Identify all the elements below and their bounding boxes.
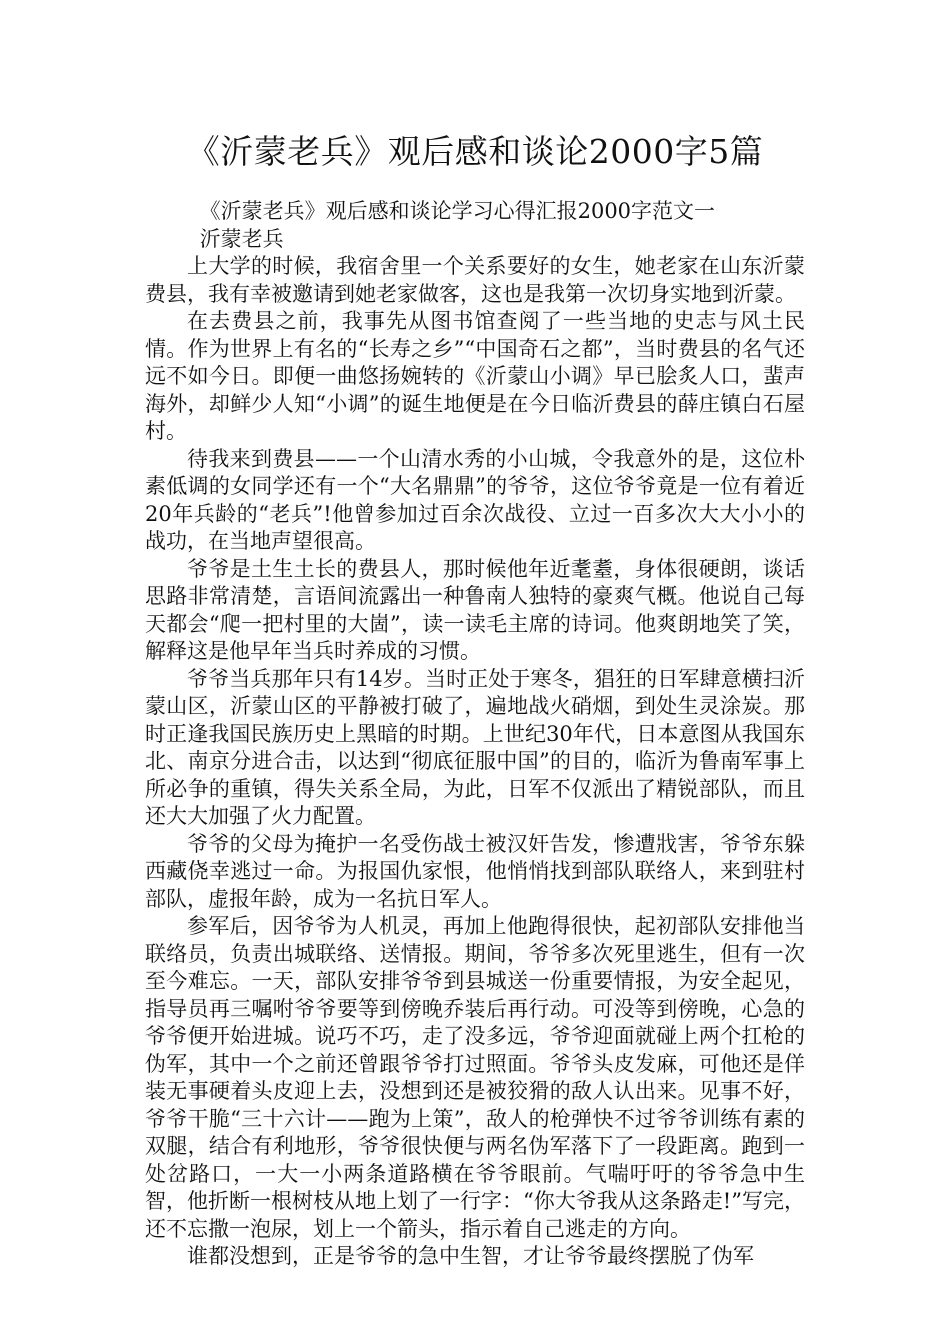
document-subtitle: 《沂蒙老兵》观后感和谈论学习心得汇报2000字范文一	[199, 199, 716, 223]
body-paragraph-1: 上大学的时候，我宿舍里一个关系要好的女生，她老家在山东沂蒙费县，我有幸被邀请到她老家做客，这也是我第一次切身实地到沂蒙。	[145, 254, 805, 306]
body-paragraph-7: 参军后，因爷爷为人机灵，再加上他跑得很快，起初部队安排他当联络员，负责出城联络、送情报。期间，爷爷多次死里逃生，但有一次至今难忘。一天，部队安排爷爷到县城送一份重要情报，为安全起见，指导员再三嘱咐爷爷要等到傍晚乔装后再行动。可没等到傍晚，心急的爷爷便开始进城。说巧不巧，走了没多远，爷爷迎面就碰上两个扛枪的伪军，其中一个之前还曾跟爷爷打过照面。爷爷头皮发麻，可他还是佯装无事硬着头皮迎上去，没想到还是被狡猾的敌人认出来。见事不好，爷爷干脆“三十六计——跑为上策”，敌人的枪弹快不过爷爷训练有素的双腿，结合有利地形，爷爷很快便与两名伪军落下了一段距离。跑到一处岔路口，一大一小两条道路横在爷爷眼前。气喘吁吁的爷爷急中生智，他折断一根树枝从地上划了一行字：“你大爷我从这条路走!”写完，还不忘撒一泡尿，划上一个箭头，指示着自己逃走的方向。	[145, 914, 805, 1241]
document-body	[145, 198, 805, 1271]
body-paragraph-5: 爷爷当兵那年只有14岁。当时正处于寒冬，猖狂的日军肆意横扫沂蒙山区，沂蒙山区的平静被打破了，遍地战火硝烟，到处生灵涂炭。那时正逢我国民族历史上黑暗的时期。上世纪30年代，日本意图从我国东北、南京分进合击，以达到“彻底征服中国”的目的，临沂为鲁南军事上所必争的重镇，得失关系全局，为此，日军不仅派出了精锐部队，而且还大大加强了火力配置。	[145, 666, 805, 828]
body-paragraph-6: 爷爷的父母为掩护一名受伤战士被汉奸告发，惨遭戕害，爷爷东躲西藏侥幸逃过一命。为报国仇家恨，他悄悄找到部队联络人，来到驻村部队，虚报年龄，成为一名抗日军人。	[145, 831, 805, 911]
document-title: 《沂蒙老兵》观后感和谈论2000字5篇	[186, 132, 764, 171]
body-paragraph-2: 在去费县之前，我事先从图书馆查阅了一些当地的史志与风土民情。作为世界上有名的“长寿之乡”“中国奇石之都”，当时费县的名气还远不如今日。即便一曲悠扬婉转的《沂蒙山小调》早已脍炙人口，蜚声海外，却鲜少人知“小调”的诞生地便是在今日临沂费县的薛庄镇白石屋村。	[145, 309, 805, 443]
body-paragraph-4: 爷爷是土生土长的费县人，那时候他年近耄耋，身体很硬朗，谈话思路非常清楚，言语间流露出一种鲁南人独特的豪爽气概。他说自己每天都会“爬一把村里的大崮”，读一读毛主席的诗词。他爽朗地笑了笑，解释这是他早年当兵时养成的习惯。	[145, 556, 805, 663]
body-paragraph-3: 待我来到费县——一个山清水秀的小山城，令我意外的是，这位朴素低调的女同学还有一个“大名鼎鼎”的爷爷，这位爷爷竟是一位有着近20年兵龄的“老兵”!他曾参加过百余次战役、立过一百多次大大小小的战功，在当地声望很高。	[145, 446, 805, 553]
body-paragraph-8: 谁都没想到，正是爷爷的急中生智，才让爷爷最终摆脱了伪军	[187, 1244, 754, 1268]
section-heading: 沂蒙老兵	[199, 226, 284, 251]
